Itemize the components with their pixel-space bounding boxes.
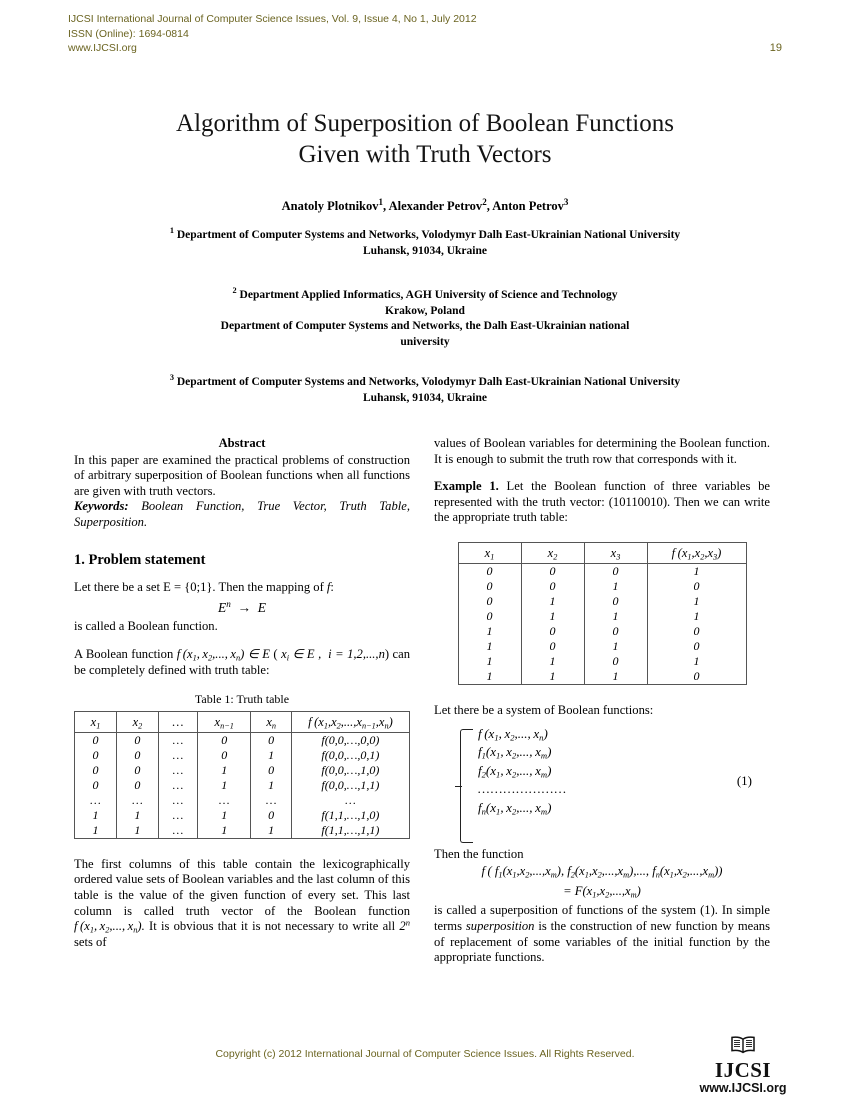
table-cell: … [75, 793, 117, 808]
formula-index-range: , i = 1,2,...,n [314, 646, 385, 661]
logo-url: www.IJCSI.org [699, 1081, 787, 1095]
table-cell: 1 [521, 669, 584, 685]
formula-f-of-x: f ($x_1$, $x_2$,..., $x_n$) ∈ E [176, 646, 270, 663]
table-header-cell: f $(x_1,x_2,...,x_{n-1},x_n)$ [291, 711, 409, 732]
affiliation-1 [75, 228, 775, 259]
table-cell: … [158, 748, 197, 763]
table-cell: … [158, 732, 197, 748]
table-row [75, 808, 410, 823]
table-header-cell: $x_2$ [521, 542, 584, 563]
table-cell: 1 [584, 669, 647, 685]
abstract-body: In this paper are examined the practical problems of construction of arbitrary superposition of Boolean functions when all functions are given with truth vectors. [74, 452, 410, 498]
table-row [458, 594, 746, 609]
table-cell: … [158, 823, 197, 839]
table-cell: 1 [458, 654, 521, 669]
table-row [75, 823, 410, 839]
running-head [68, 12, 782, 56]
system-line-ellipsis: ………………… [478, 781, 568, 797]
keywords-value: Boolean Function, True Vector, Truth Table, Superposition. [74, 499, 410, 529]
para-colon: : [330, 580, 334, 595]
table-cell: 0 [75, 732, 117, 748]
table-cell: … [291, 793, 409, 808]
para-text: sets of [74, 934, 107, 949]
table-cell: 0 [458, 579, 521, 594]
table-cell: 1 [647, 654, 746, 669]
equation-number: (1) [736, 772, 752, 788]
table-cell: 1 [584, 639, 647, 654]
table-row [458, 579, 746, 594]
table-row [458, 609, 746, 624]
table-cell: 0 [251, 808, 291, 823]
affiliation-line: Luhansk, 91034, Ukraine [363, 244, 487, 257]
table-cell: 0 [197, 748, 250, 763]
formula-superposition-line1: f ( $f_1(x_1,x_2,...,x_m)$, $f_2(x_1,x_2,...,x_m)$,..., $f_n(x_1,x_2,...,x_m)$) [481, 864, 723, 880]
title-line-1: Algorithm of Superposition of Boolean Functions [176, 110, 674, 137]
paragraph-system-intro: Let there be a system of Boolean functions: [434, 702, 654, 717]
para-text: Let there be a set E = {0;1}. Then the mapping of [74, 580, 327, 595]
system-function-lines [478, 725, 567, 818]
table-cell: 1 [458, 669, 521, 685]
table-cell: 0 [584, 624, 647, 639]
table-cell: 0 [75, 763, 117, 778]
table-cell: 0 [584, 654, 647, 669]
formula-mapping: $E^n \to E$ [217, 598, 267, 615]
table-header-row [458, 542, 746, 563]
table-cell: 1 [251, 778, 291, 793]
table-header-cell: f $(x_1,x_2,x_3)$ [647, 542, 746, 563]
keywords [74, 499, 410, 530]
author-name: Anton Petrov [492, 199, 564, 213]
table-cell: 0 [116, 748, 158, 763]
table-cell: 0 [521, 563, 584, 579]
affiliation-3 [75, 375, 775, 406]
paragraph-example-1 [434, 479, 770, 526]
table-cell: f(0,0,…,1,0) [291, 763, 409, 778]
table-header-row [75, 711, 410, 732]
left-column [74, 436, 410, 950]
formula-two-to-n: 2$^n$ [399, 917, 410, 934]
author-affil-marker: 2 [482, 196, 487, 207]
table-row [75, 763, 410, 778]
table-cell: 0 [197, 732, 250, 748]
paragraph-values-continued: values of Boolean variables for determining the Boolean function. It is enough to submit the truth row that corresponds with it. [434, 436, 770, 466]
table-row [75, 778, 410, 793]
author-name: Alexander Petrov [388, 199, 483, 213]
affiliation-marker: 3 [169, 373, 174, 383]
affiliation-line: Luhansk, 91034, Ukraine [363, 391, 487, 404]
open-book-icon [682, 1036, 804, 1058]
table-header-cell: $x_2$ [116, 711, 158, 732]
table-cell: 1 [75, 823, 117, 839]
table-cell: 0 [584, 594, 647, 609]
table-cell: 1 [197, 808, 250, 823]
equation-system-1 [434, 725, 770, 843]
table-cell: 1 [584, 579, 647, 594]
table-header-cell: $x_n$ [251, 711, 291, 732]
affiliation-line: Department Applied Informatics, AGH University of Science and Technology [239, 289, 618, 301]
table-header-cell: … [158, 711, 197, 732]
table-cell: 0 [116, 778, 158, 793]
table-header-cell: $x_1$ [75, 711, 117, 732]
affiliation-2 [150, 288, 700, 350]
para-text: A Boolean function [74, 646, 177, 661]
table-cell: f(1,1,…,1,1) [291, 823, 409, 839]
table-cell: 0 [251, 763, 291, 778]
table-row [75, 793, 410, 808]
paragraph-superposition-definition [434, 903, 770, 965]
table-header-cell: $x_{n-1}$ [197, 711, 250, 732]
table-cell: 1 [197, 763, 250, 778]
paragraph-set-definition [74, 580, 410, 596]
example-label: Example 1. [434, 479, 499, 494]
running-head-issn: ISSN (Online): 1694-0814 [68, 27, 189, 40]
table2-wrapper [434, 542, 770, 685]
left-brace-glyph [460, 729, 473, 843]
table-cell: f(1,1,…,1,0) [291, 808, 409, 823]
formula-superposition-line2: = $F(x_1,x_2,...,x_m)$ [563, 883, 641, 900]
table-row [458, 624, 746, 639]
table1-body [75, 732, 410, 838]
para-text: ) can be completely defined with truth table: [74, 646, 411, 677]
title-line-2: Given with Truth Vectors [298, 141, 552, 168]
system-line: $f_2(x_1$, $x_2$,..., $x_m$) [478, 762, 552, 780]
para-text: is called a superposition of functions of the system (1). In simple terms [434, 903, 770, 933]
para-text: is the construction of new function by means of replacement of some variables of the initial function by the appropriate functions. [434, 918, 770, 965]
table-row [458, 639, 746, 654]
table-cell: 0 [458, 609, 521, 624]
table-row [75, 732, 410, 748]
table-cell: … [158, 808, 197, 823]
para-text: ( [269, 646, 282, 661]
affiliation-marker: 1 [169, 226, 174, 236]
table-cell: 0 [75, 778, 117, 793]
table-cell: … [158, 793, 197, 808]
math-f: f [326, 580, 331, 595]
table-cell: 1 [75, 808, 117, 823]
running-head-url: www.IJCSI.org [68, 42, 137, 54]
logo-wordmark: IJCSI [714, 1058, 772, 1082]
author-affil-marker: 3 [563, 196, 569, 207]
affiliation-line: Department of Computer Systems and Networks, the Dalh East-Ukrainian national [220, 320, 630, 332]
page-number: 19 [769, 42, 782, 54]
paragraph-boolean-function-def [74, 647, 410, 678]
table-cell: 1 [116, 808, 158, 823]
para-text: The first columns of this table contain the lexicographically ordered value sets of Boolean variables and the last column of this table is the value of the given function of every set. This last column is called truth vector of the Boolean function [74, 856, 410, 918]
table-cell: 0 [647, 624, 746, 639]
author-name: Anatoly Plotnikov [281, 199, 379, 213]
table-header-cell: $x_3$ [584, 542, 647, 563]
truth-table-example1 [458, 542, 747, 685]
table-cell: 1 [458, 624, 521, 639]
truth-table-general [74, 711, 410, 839]
table-cell: 1 [116, 823, 158, 839]
table-cell: 1 [251, 823, 291, 839]
page-title [110, 108, 740, 170]
paragraph-then-function: Then the function [434, 846, 524, 861]
table-cell: 1 [647, 563, 746, 579]
table-cell: 1 [251, 748, 291, 763]
author-list: Anatoly Plotnikov$^1$, Alexander Petrov$^2$, Anton Petrov$^3$ [281, 196, 569, 213]
table-cell: 0 [584, 563, 647, 579]
table-cell: … [158, 778, 197, 793]
table-cell: 1 [647, 594, 746, 609]
table1-caption: Table 1: Truth table [194, 692, 290, 707]
table-row [75, 748, 410, 763]
para-text: It is obvious that it is not necessary to write all [144, 919, 400, 934]
table-cell: … [158, 763, 197, 778]
table-cell: … [116, 793, 158, 808]
table-cell: … [251, 793, 291, 808]
table-cell: 0 [116, 732, 158, 748]
system-line: f ($x_1$, $x_2$,..., $x_n$) [478, 725, 548, 742]
formula-xi-in-e: $x_i$ ∈ E [281, 646, 315, 663]
table-cell: f(0,0,…,1,1) [291, 778, 409, 793]
table-row [458, 669, 746, 685]
table-row [458, 563, 746, 579]
table-cell: 0 [647, 579, 746, 594]
table-cell: f(0,0,…,0,1) [291, 748, 409, 763]
table-cell: 0 [521, 579, 584, 594]
table-cell: 1 [521, 654, 584, 669]
table-cell: 1 [647, 609, 746, 624]
table-cell: 1 [584, 609, 647, 624]
section-heading-problem-statement: 1. Problem statement [74, 551, 206, 568]
table-header-cell: $x_1$ [458, 542, 521, 563]
table-cell: 1 [458, 639, 521, 654]
table-cell: 0 [458, 594, 521, 609]
table-cell: 0 [647, 669, 746, 685]
ijcsi-logo [682, 1036, 804, 1095]
running-head-journal: IJCSI International Journal of Computer Science Issues, Vol. 9, Issue 4, No 1, July 2012 [68, 13, 477, 25]
table-cell: 1 [521, 609, 584, 624]
table-cell: … [197, 793, 250, 808]
table-cell: 1 [521, 594, 584, 609]
author-affil-marker: 1 [378, 196, 383, 207]
system-line: $f_1(x_1$, $x_2$,..., $x_m$) [478, 744, 552, 761]
table-cell: 0 [521, 624, 584, 639]
right-column [434, 436, 770, 966]
table2-body [458, 563, 746, 684]
affiliation-marker: 2 [232, 286, 237, 296]
formula-truth-vector: f ($x_1$, $x_2$,..., $x_n$). [74, 919, 145, 935]
table-cell: 0 [116, 763, 158, 778]
paragraph-truth-vector-explanation [74, 857, 410, 951]
affiliation-line: Krakow, Poland [385, 304, 465, 317]
table-row [458, 654, 746, 669]
abstract-heading: Abstract [218, 436, 266, 450]
affiliation-line: university [400, 335, 450, 348]
table-cell: f(0,0,…,0,0) [291, 732, 409, 748]
table-cell: 1 [197, 823, 250, 839]
system-line: $f_n(x_1$, $x_2$,..., $x_m$) [478, 799, 552, 817]
footer-copyright: Copyright (c) 2012 International Journal of Computer Science Issues. All Rights Reserved. [215, 1048, 635, 1060]
example-text: Let the Boolean function of three variables be represented with the truth vector: (10110010). Then we can write the appropriate truth table: [434, 479, 771, 525]
keywords-label: Keywords: [74, 499, 129, 514]
affiliation-line: Department of Computer Systems and Networks, Volodymyr Dalh East-Ukrainian National University [176, 376, 681, 388]
table-cell: 1 [197, 778, 250, 793]
paragraph-boolean-function-called: is called a Boolean function. [74, 619, 218, 634]
affiliation-line: Department of Computer Systems and Networks, Volodymyr Dalh East-Ukrainian National University [176, 229, 681, 241]
term-superposition: superposition [465, 918, 535, 933]
table-cell: 0 [251, 732, 291, 748]
table-cell: 0 [647, 639, 746, 654]
table-cell: 0 [458, 563, 521, 579]
table-cell: 0 [521, 639, 584, 654]
table-cell: 0 [75, 748, 117, 763]
